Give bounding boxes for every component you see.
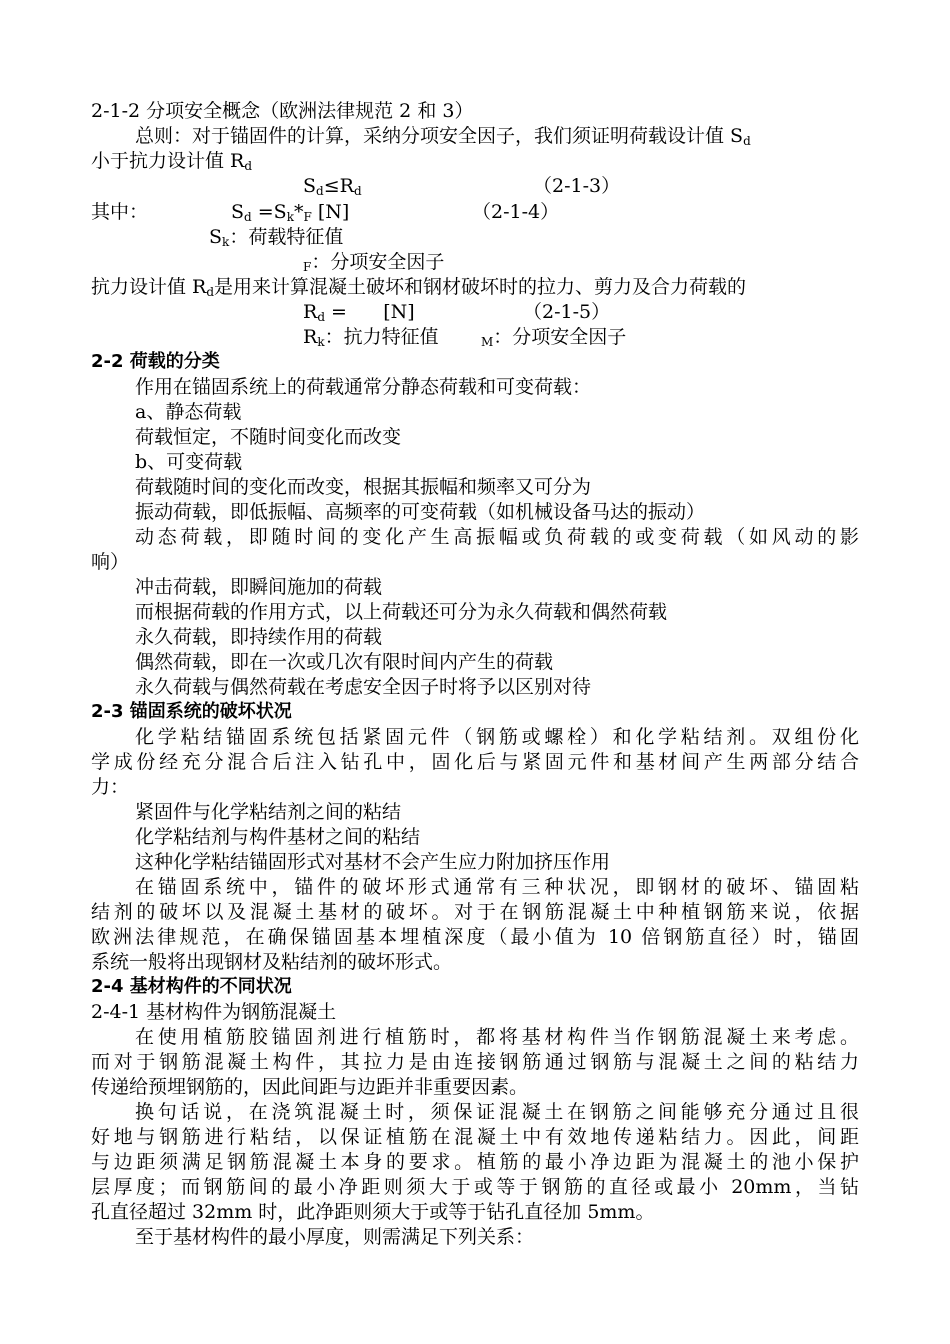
- subscript: d: [244, 159, 253, 173]
- paragraph-line: 这种化学粘结锚固形式对基材不会产生应力附加挤压作用: [135, 851, 611, 873]
- equation-2-1-3: [303, 174, 362, 203]
- paragraph-line: [91, 275, 746, 304]
- paragraph-line: 欧洲法律规范，在确保锚固基本埋植深度（最小值为 10 倍钢筋直径）时，锚固: [91, 926, 859, 948]
- text: ：抗力特征值: [324, 326, 439, 348]
- list-item: b、可变荷载: [135, 451, 243, 473]
- list-item: 紧固件与化学粘结剂之间的粘结: [135, 801, 402, 823]
- paragraph-line: 响）: [91, 551, 130, 573]
- text: ：荷载特征值: [229, 226, 344, 248]
- equation-number: （2-1-4）: [472, 201, 560, 223]
- section-heading-2-1-2: [91, 99, 473, 123]
- subscript: F: [303, 260, 312, 274]
- subscript: k: [286, 210, 294, 224]
- text: =S: [251, 201, 287, 223]
- paragraph-line: 而对于钢筋混凝土构件，其拉力是由连接钢筋通过钢筋与混凝土之间的粘结力: [91, 1051, 859, 1073]
- section-heading-2-3: 2-3 锚固系统的破坏状况: [91, 701, 292, 722]
- paragraph-line: 孔直径超过 32mm 时，此净距则须大于或等于钻孔直径加 5mm。: [91, 1201, 655, 1223]
- paragraph-line: 在锚固系统中，锚件的破坏形式通常有三种状况，即钢材的破坏、锚固粘: [135, 876, 859, 898]
- subsection-heading-2-4-1: 2-4-1 基材构件为钢筋混凝土: [91, 1001, 337, 1023]
- where-label: 其中：: [91, 201, 149, 223]
- text: 抗力设计值 R: [91, 276, 207, 298]
- paragraph-line: 永久荷载，即持续作用的荷载: [135, 626, 383, 648]
- paragraph-line: 而根据荷载的作用方式，以上荷载还可分为永久荷载和偶然荷载: [135, 601, 668, 623]
- text: S: [231, 201, 245, 223]
- subscript: k: [317, 335, 325, 349]
- subscript: d: [317, 310, 325, 324]
- text: S: [209, 226, 223, 248]
- text: S: [303, 175, 317, 197]
- subscript: F: [303, 210, 312, 224]
- paragraph-line: 层厚度；而钢筋间的最小净距则须大于或等于钢筋的直径或最小 20mm，当钻: [91, 1176, 859, 1198]
- text: *: [293, 201, 304, 223]
- section-heading-2-2: 2-2 荷载的分类: [91, 351, 220, 372]
- equation-number: （2-1-5）: [523, 301, 611, 323]
- heading-text: 2-1-2 分项安全概念（欧洲法律规范 2 和 3）: [91, 100, 474, 122]
- paragraph-line: 学成份经充分混合后注入钻孔中，固化后与紧固元件和基材间产生两部分结合: [91, 751, 859, 773]
- subscript: d: [244, 210, 252, 224]
- paragraph-line: 结剂的破坏以及混凝土基材的破坏。对于在钢筋混凝土中种植钢筋来说，依据: [91, 901, 859, 923]
- paragraph-line: 至于基材构件的最小厚度，则需满足下列关系：: [135, 1226, 535, 1248]
- definition-gamma-m: [481, 325, 626, 354]
- paragraph-line: 化学粘结锚固系统包括紧固元件（钢筋或螺栓）和化学粘结剂。双组份化: [135, 726, 859, 748]
- subscript: d: [316, 184, 324, 198]
- paragraph-line: 荷载恒定，不随时间变化而改变: [135, 426, 402, 448]
- text: 是用来计算混凝土破坏和钢材破坏时的拉力、剪力及合力荷载的: [214, 276, 747, 298]
- text: ≤R: [323, 175, 354, 197]
- text: [N]: [311, 201, 350, 223]
- section-heading-2-4: 2-4 基材构件的不同状况: [91, 976, 292, 997]
- text: = [N]: [325, 301, 415, 323]
- subscript: k: [222, 235, 230, 249]
- paragraph-line: 振动荷载，即低振幅、高频率的可变荷载（如机械设备马达的振动）: [135, 501, 706, 523]
- text: 总则：对于锚固件的计算，采纳分项安全因子，我们须证明荷载设计值 S: [135, 125, 744, 147]
- paragraph-line: [91, 149, 252, 178]
- paragraph-line: 力：: [91, 776, 130, 798]
- text: ：分项安全因子: [493, 326, 627, 348]
- text: ：分项安全因子: [311, 251, 445, 273]
- subscript: d: [353, 184, 362, 198]
- equation-number: （2-1-3）: [533, 175, 621, 197]
- paragraph-line: 与边距须满足钢筋混凝土本身的要求。植筋的最小净边距为混凝土的池小保护: [91, 1151, 859, 1173]
- paragraph-line: 荷载随时间的变化而改变，根据其振幅和频率又可分为: [135, 476, 592, 498]
- paragraph-line: 好地与钢筋进行粘结，以保证植筋在混凝土中有效地传递粘结力。因此，间距: [91, 1126, 859, 1148]
- paragraph-line: 偶然荷载，即在一次或几次有限时间内产生的荷载: [135, 651, 554, 673]
- subscript: d: [743, 134, 751, 148]
- paragraph-line: 传递给预埋钢筋的，因此间距与边距并非重要因素。: [91, 1076, 529, 1098]
- paragraph-line: 永久荷载与偶然荷载在考虑安全因子时将予以区别对待: [135, 676, 592, 698]
- text: 小于抗力设计值 R: [91, 150, 245, 172]
- text: R: [303, 326, 318, 348]
- paragraph-line: 作用在锚固系统上的荷载通常分静态荷载和可变荷载：: [135, 376, 592, 398]
- subscript: d: [206, 285, 215, 299]
- text: R: [303, 301, 318, 323]
- paragraph-line: 冲击荷载，即瞬间施加的荷载: [135, 576, 383, 598]
- paragraph-line: 在使用植筋胶锚固剂进行植筋时，都将基材构件当作钢筋混凝土来考虑。: [135, 1026, 859, 1048]
- paragraph-line: 换句话说，在浇筑混凝土时，须保证混凝土在钢筋之间能够充分通过且很: [135, 1101, 859, 1123]
- paragraph-line: 系统一般将出现钢材及粘结剂的破坏形式。: [91, 951, 453, 973]
- paragraph-line: 动态荷载，即随时间的变化产生高振幅或负荷载的或变荷载（如风动的影: [135, 526, 859, 548]
- list-item: a、静态荷载: [135, 401, 242, 423]
- list-item: 化学粘结剂与构件基材之间的粘结: [135, 826, 421, 848]
- subscript: M: [481, 335, 494, 349]
- definition-rk: [303, 325, 439, 354]
